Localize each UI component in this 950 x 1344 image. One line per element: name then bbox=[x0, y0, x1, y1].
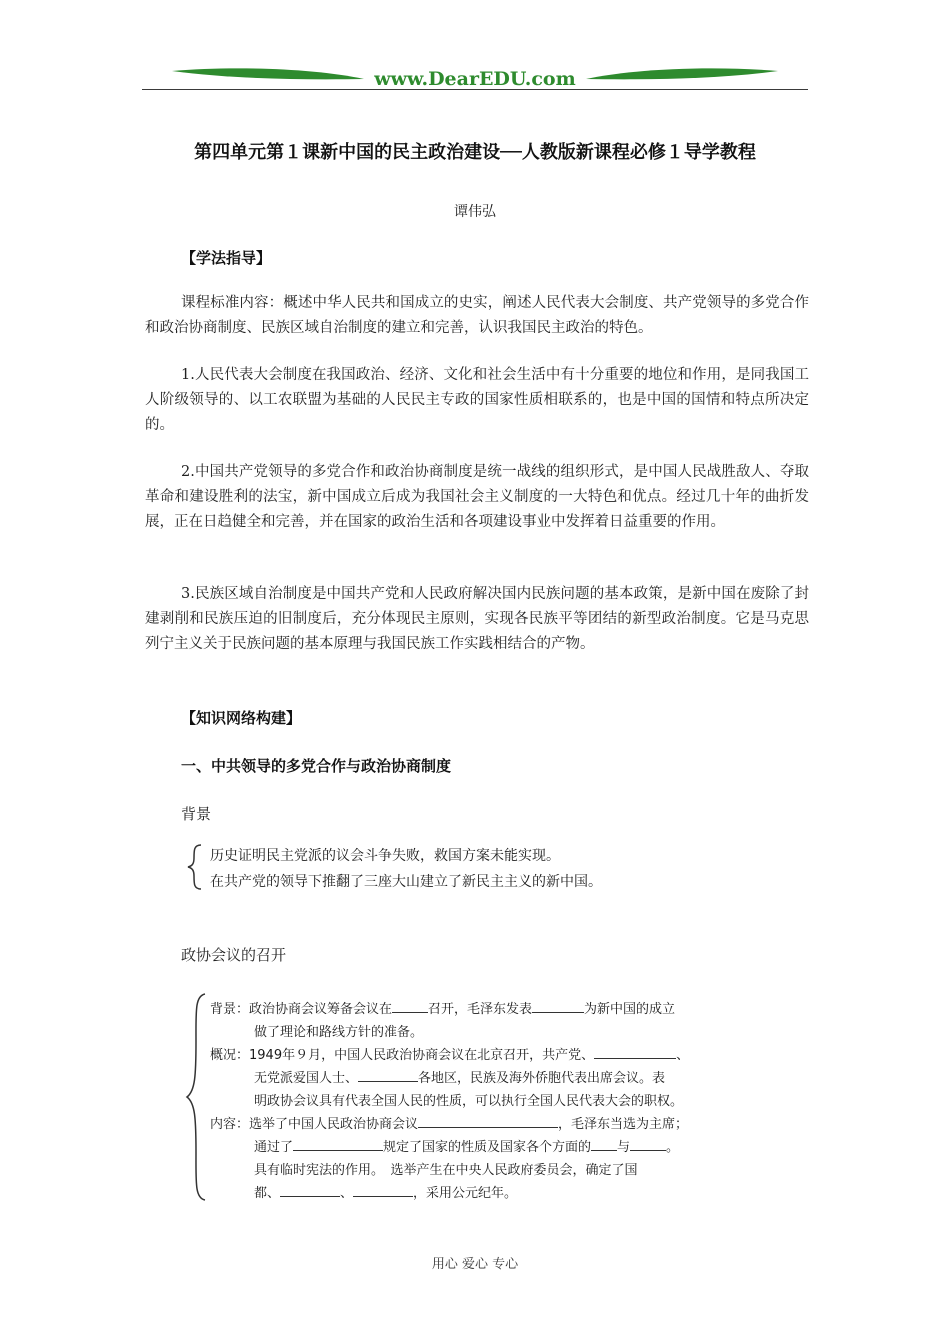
cppcc-line bbox=[210, 1044, 760, 1067]
paragraph-point-1 bbox=[145, 363, 809, 438]
banner-site-text: www.DearEDU.com bbox=[374, 68, 576, 90]
section-heading-method: 【学法指导】 bbox=[181, 249, 272, 267]
fill-blank bbox=[630, 1136, 666, 1151]
header-rule bbox=[142, 89, 808, 90]
cppcc-text: 具有临时宪法的作用。 选举产生在中央人民政府委员会，确定了国 bbox=[254, 1163, 638, 1178]
background-line: 在共产党的领导下推翻了三座大山建立了新民主主义的新中国。 bbox=[210, 874, 602, 890]
cppcc-text: 规定了国家的性质及国家各个方面的 bbox=[383, 1140, 592, 1155]
cppcc-line bbox=[210, 1159, 760, 1182]
section-heading-network: 【知识网络构建】 bbox=[181, 709, 302, 727]
page-footer: 用心 爱心 专心 bbox=[431, 1257, 519, 1272]
brace-icon bbox=[185, 842, 205, 892]
cppcc-text: 召开，毛泽东发表 bbox=[428, 1002, 533, 1017]
cppcc-text: 都、 bbox=[254, 1186, 281, 1201]
cppcc-text: 通过了 bbox=[254, 1140, 294, 1155]
paragraph-text: 1.人民代表大会制度在我国政治、经济、文化和社会生活中有十分重要的地位和作用，是同我国工人阶级领导的、以工农联盟为基础的人民民主专政的国家性质相联系的，也是中国的国情和特点所决定的。 bbox=[145, 367, 809, 433]
paragraph-text: 2.中国共产党领导的多党合作和政治协商制度是统一战线的组织形式，是中国人民战胜敌人、夺取革命和建设胜利的法宝，新中国成立后成为我国社会主义制度的一大特色和优点。经过几十年的曲折发展，正在日趋健全和完善，并在国家的政治生活和各项建设事业中发挥着日益重要的作用。 bbox=[145, 464, 809, 530]
fill-blank bbox=[353, 1182, 413, 1197]
fill-blank bbox=[392, 998, 428, 1013]
fill-blank bbox=[418, 1113, 558, 1128]
cppcc-text: ，采用公元纪年。 bbox=[413, 1186, 518, 1201]
cppcc-line bbox=[210, 1136, 760, 1159]
paragraph-text: 课程标准内容：概述中华人民共和国成立的史实，阐述人民代表大会制度、共产党领导的多党合作和政治协商制度、民族区域自治制度的建立和完善，认识我国民主政治的特色。 bbox=[145, 295, 809, 336]
cppcc-text: 概况：1949年９月，中国人民政治协商会议在北京召开，共产党、 bbox=[210, 1048, 595, 1063]
cppcc-text: 为新中国的成立 bbox=[584, 1002, 676, 1017]
cppcc-text: 做了理论和路线方针的准备。 bbox=[254, 1025, 424, 1040]
cppcc-text: 内容：选举了中国人民政治协商会议 bbox=[210, 1117, 419, 1132]
fill-blank bbox=[358, 1067, 418, 1082]
cppcc-line bbox=[210, 1090, 760, 1113]
cppcc-text: 。 bbox=[666, 1140, 680, 1155]
fill-blank bbox=[591, 1136, 617, 1151]
background-line: 历史证明民主党派的议会斗争失败，救国方案未能实现。 bbox=[210, 848, 560, 864]
cppcc-line bbox=[210, 1067, 760, 1090]
cppcc-line bbox=[210, 1021, 760, 1044]
fill-blank bbox=[280, 1182, 340, 1197]
paragraph-point-2 bbox=[145, 460, 809, 535]
background-figure bbox=[210, 843, 602, 895]
subsection-heading-1: 一、中共领导的多党合作与政治协商制度 bbox=[181, 757, 452, 775]
cppcc-text: ，毛泽东当选为主席； bbox=[558, 1117, 689, 1132]
label-background: 背景 bbox=[181, 805, 212, 823]
cppcc-figure bbox=[210, 998, 760, 1205]
label-cppcc: 政协会议的召开 bbox=[181, 946, 287, 964]
page-title: 第四单元第１课新中国的民主政治建设──人教版新课程必修１导学教程 bbox=[194, 142, 756, 163]
fill-blank bbox=[594, 1044, 676, 1059]
fill-blank bbox=[532, 998, 584, 1013]
cppcc-line bbox=[210, 1113, 760, 1136]
cppcc-line bbox=[210, 998, 760, 1021]
cppcc-text: 明政协会议具有代表全国人民的性质，可以执行全国人民代表大会的职权。 bbox=[254, 1094, 684, 1109]
cppcc-text: 与 bbox=[617, 1140, 631, 1155]
paragraph-point-3 bbox=[145, 582, 809, 657]
paragraph-standard bbox=[145, 291, 809, 341]
cppcc-text: 、 bbox=[340, 1186, 354, 1201]
author-name: 谭伟弘 bbox=[454, 204, 496, 220]
cppcc-line bbox=[210, 1182, 760, 1205]
cppcc-text: 、 bbox=[676, 1048, 690, 1063]
cppcc-text: 背景：政治协商会议筹备会议在 bbox=[210, 1002, 393, 1017]
paragraph-text: 3.民族区域自治制度是中国共产党和人民政府解决国内民族问题的基本政策，是新中国在废除了封建剥削和民族压迫的旧制度后，充分体现民主原则，实现各民族平等团结的新型政治制度。它是马克思列宁主义关于民族问题的基本原理与我国民族工作实践相结合的产物。 bbox=[145, 586, 809, 652]
fill-blank bbox=[293, 1136, 383, 1151]
cppcc-text: 各地区，民族及海外侨胞代表出席会议。表 bbox=[418, 1071, 666, 1086]
cppcc-text: 无党派爱国人士、 bbox=[254, 1071, 359, 1086]
large-brace-icon bbox=[183, 991, 209, 1203]
